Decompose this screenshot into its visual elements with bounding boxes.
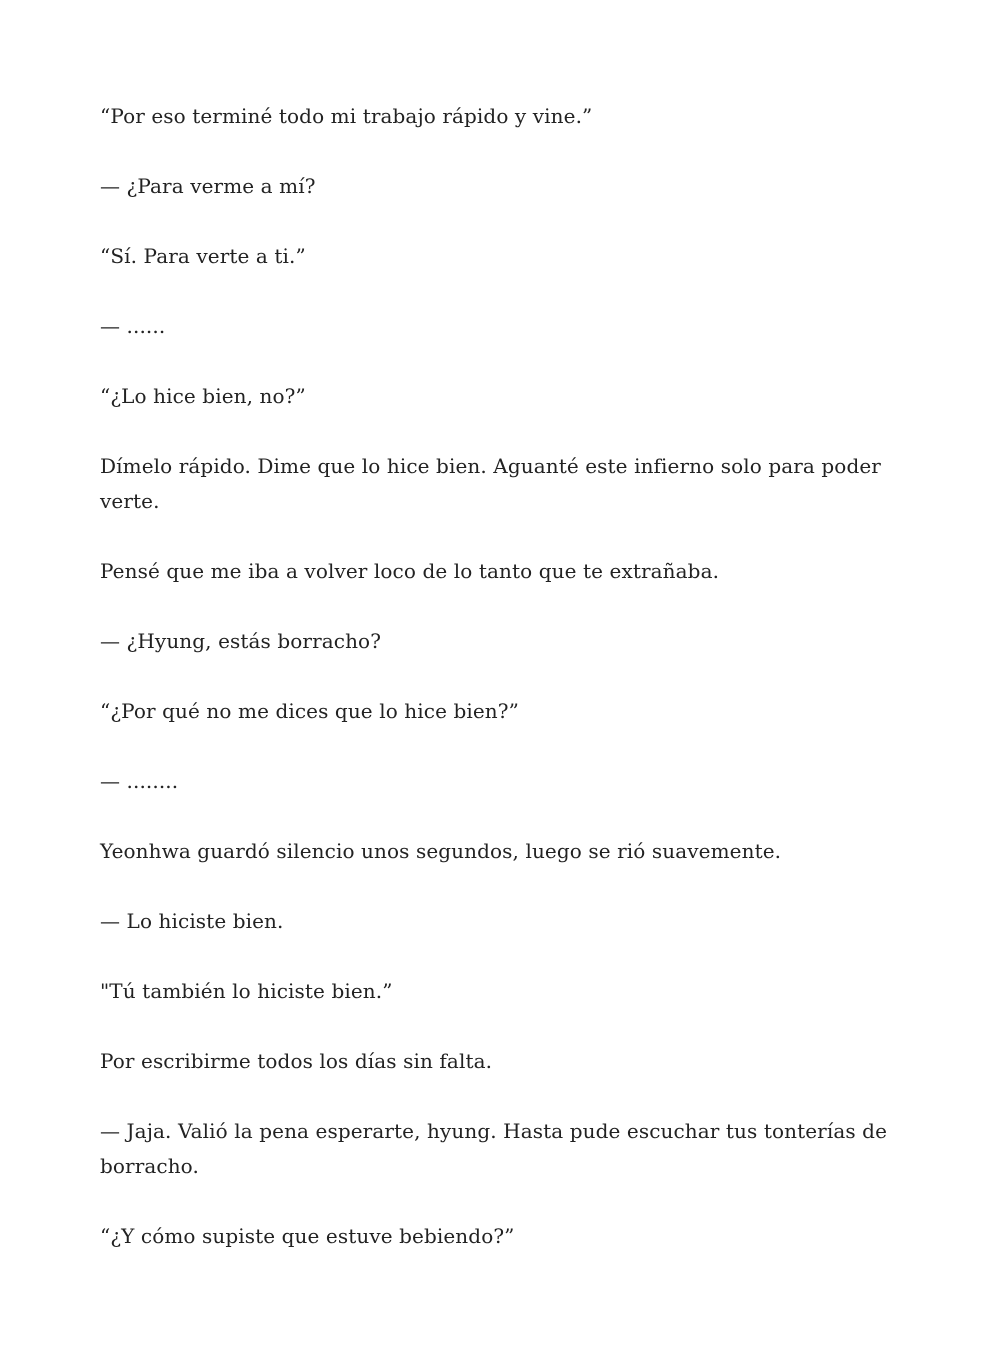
paragraph: “Por eso terminé todo mi trabajo rápido y vine.”: [100, 104, 593, 128]
paragraph: “¿Y cómo supiste que estuve bebiendo?”: [100, 1224, 515, 1248]
paragraph: “¿Lo hice bien, no?”: [100, 384, 306, 408]
paragraph: Pensé que me iba a volver loco de lo tanto que te extrañaba.: [100, 559, 720, 583]
paragraph: — ¿Hyung, estás borracho?: [100, 629, 382, 653]
paragraph: — ¿Para verme a mí?: [100, 174, 316, 198]
paragraph: Dímelo rápido. Dime que lo hice bien. Aguanté este infierno solo para poder verte.: [100, 454, 881, 513]
paragraph: — ........: [100, 769, 179, 793]
paragraph: — ......: [100, 314, 166, 338]
paragraph: — Jaja. Valió la pena esperarte, hyung. Hasta pude escuchar tus tonterías de borracho.: [100, 1119, 888, 1178]
paragraph: Yeonhwa guardó silencio unos segundos, luego se rió suavemente.: [100, 839, 782, 863]
paragraph: — Lo hiciste bien.: [100, 909, 284, 933]
paragraph: “Sí. Para verte a ti.”: [100, 244, 306, 268]
paragraph: Por escribirme todos los días sin falta.: [100, 1049, 493, 1073]
paragraph: "Tú también lo hiciste bien.”: [100, 979, 393, 1003]
paragraph: “¿Por qué no me dices que lo hice bien?”: [100, 699, 519, 723]
